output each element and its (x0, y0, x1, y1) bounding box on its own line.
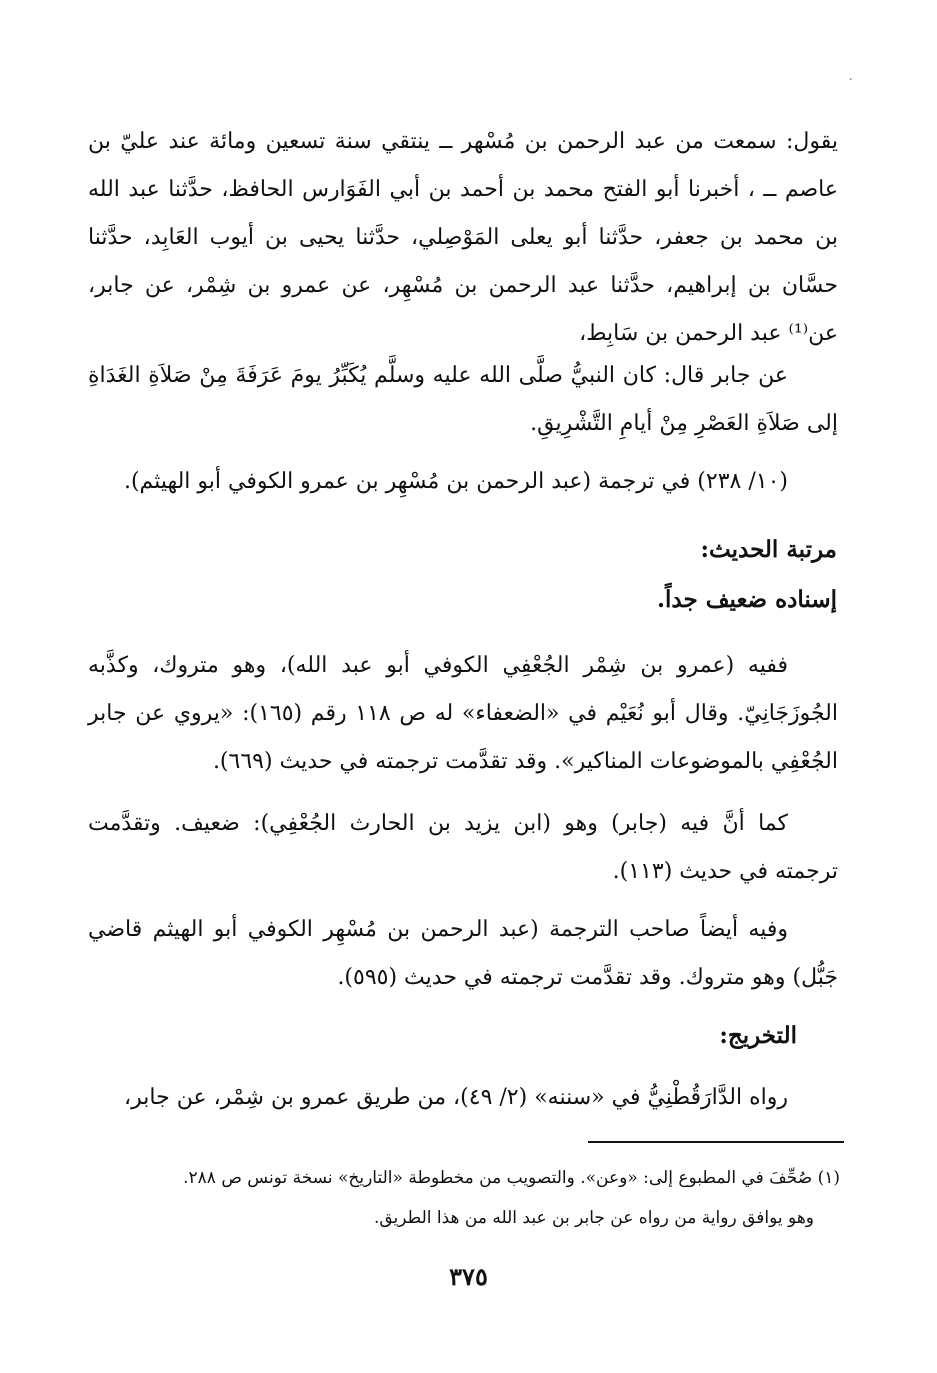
narrator-note-abdulrahman: وفيه أيضاً صاحب الترجمة (عبد الرحمن بن مُسْهِر الكوفي أبو الهيثم قاضي جَبُّل) وهو متروك. وقد تقدَّمت ترجمته في حديث (٥٩٥). (88, 917, 838, 990)
narrator-note-amr: ففيه (عمرو بن شِمْر الجُعْفِي الكوفي أبو عبد الله)، وهو متروك، وكذَّبه الجُوزَجَانِيّ. وقال أبو نُعَيْم في «الضعفاء» له ص ١١٨ رقم (١٦٥): «يروي عن جابر الجُعْفِي بالموضوعات المناكير». وقد تقدَّمت ترجمته في حديث (٦٦٩). (88, 653, 838, 774)
footnote-1: (١) صُحِّفَ في المطبوع إلى: «وعن». والتصويب من مخطوطة «التاريخ» نسخة تونس ص ٢٨٨. (183, 1168, 840, 1188)
rank-verdict: إسناده ضعيف جداً. (657, 586, 837, 613)
heading-takhrij: التخريج: (719, 1022, 797, 1049)
page-number: ٣٧٥ (449, 1262, 488, 1291)
margin-mark: . (848, 68, 853, 84)
isnad-paragraph: يقول: سمعت من عبد الرحمن بن مُسْهر ــ ينتقي سنة تسعين ومائة عند عليّ بن عاصم ــ ، أخبرنا أبو الفتح محمد بن أحمد بن أبي الفَوَارس الحافظ، حدَّثنا عبد الله بن محمد بن جعفر، حدَّثنا أبو يعلى المَوْصِلي، حدَّثنا يحيى بن أيوب العَابِد، حدَّثنا حسَّان بن إبراهيم، حدَّثنا عبد الرحمن بن مُسْهِر، عن عمرو بن شِمْر، عن جابر، عن⁽¹⁾ عبد الرحمن بن سَابِط، (88, 129, 838, 346)
reference-paragraph: (١٠/ ٢٣٨) في ترجمة (عبد الرحمن بن مُسْهِر بن عمرو الكوفي أبو الهيثم). (123, 469, 788, 494)
footnote-divider (588, 1141, 844, 1143)
footnote-1-continuation: وهو يوافق رواية من رواه عن جابر بن عبد الله من هذا الطريق. (373, 1208, 814, 1228)
heading-rank: مرتبة الحديث: (700, 536, 837, 563)
takhrij-paragraph: رواه الدَّارَقُطْنِيُّ في «سننه» (٢/ ٤٩)، من طريق عمرو بن شِمْر، عن جابر، (124, 1085, 788, 1110)
narrator-note-jabir: كما أنَّ فيه (جابر) وهو (ابن يزيد بن الحارث الجُعْفِي): ضعيف. وتقدَّمت ترجمته في حديث (١١٣). (88, 811, 838, 884)
hadith-text: عن جابر قال: كان النبيُّ صلَّى الله عليه وسلَّم يُكَبِّرُ يومَ عَرَفَةَ مِنْ صَلاَةِ الغَدَاةِ إلى صَلاَةِ العَصْرِ مِنْ أيامِ التَّشْرِيقِ. (88, 363, 838, 436)
